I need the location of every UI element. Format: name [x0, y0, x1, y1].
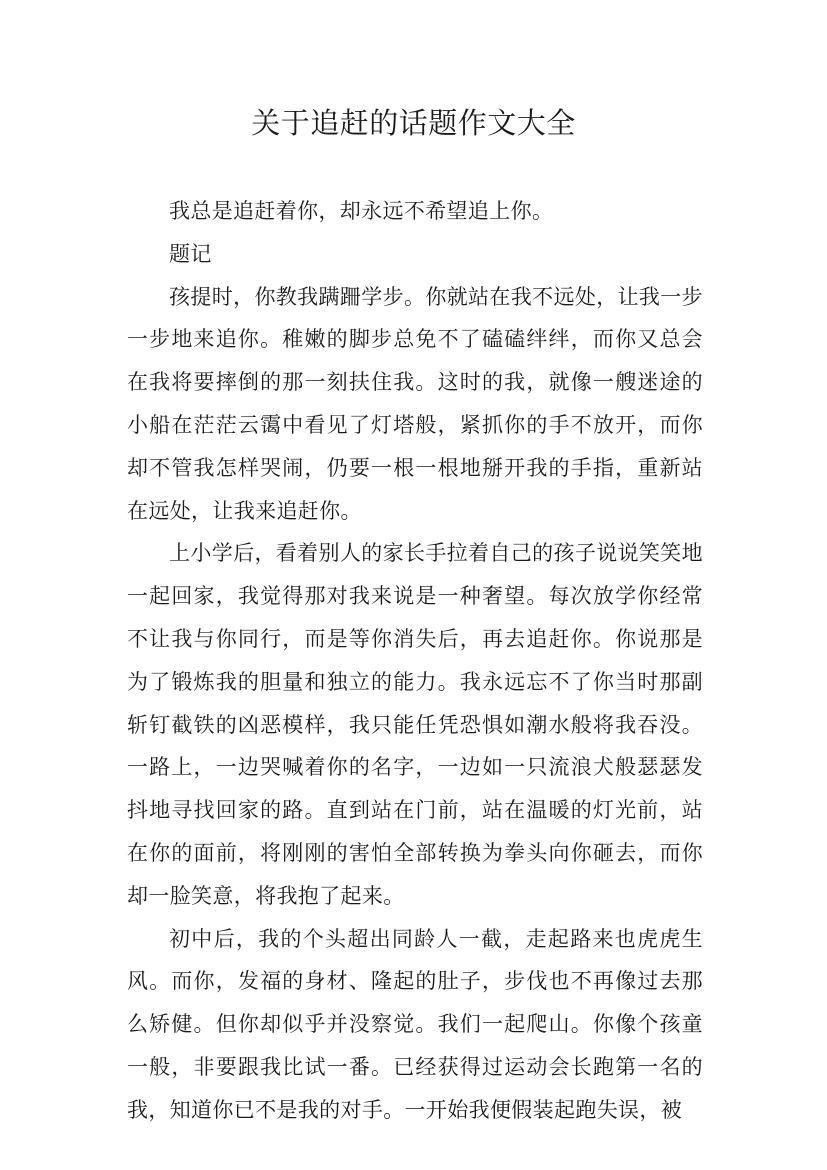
paragraph-childhood: 孩提时，你教我蹒跚学步。你就站在我不远处，让我一步一步地来追你。稚嫩的脚步总免不了磕磕绊绊，而你又总会在我将要摔倒的那一刻扶住我。这时的我，就像一艘迷途的小船在茫茫云霭中看见了灯塔般，紧抓你的手不放开，而你却不管我怎样哭闹，仍要一根一根地掰开我的手指，重新站在远处，让我来追赶你。 [127, 284, 703, 523]
paragraph-primary-school: 上小学后，看着别人的家长手拉着自己的孩子说说笑笑地一起回家，我觉得那对我来说是一种奢望。每次放学你经常不让我与你同行，而是等你消失后，再去追赶你。你说那是为了锻炼我的胆量和独立的能力。我永远忘不了你当时那副斩钉截铁的凶恶模样，我只能任凭恐惧如潮水般将我吞没。一路上，一边哭喊着你的名字，一边如一只流浪犬般瑟瑟发抖地寻找回家的路。直到站在门前，站在温暖的灯光前，站在你的面前，将刚刚的害怕全部转换为拳头向你砸去，而你却一脸笑意，将我抱了起来。 [127, 541, 703, 908]
paragraph-middle-school: 初中后，我的个头超出同龄人一截，走起路来也虎虎生风。而你，发福的身材、隆起的肚子，步伐也不再像过去那么矫健。但你却似乎并没察觉。我们一起爬山。你像个孩童一般，非要跟我比试一番。已经获得过运动会长跑第一名的我，知道你已不是我的对手。一开始我便假装起跑失误，被 [127, 926, 703, 1122]
document-title: 关于追赶的话题作文大全 [251, 106, 576, 140]
document-body [127, 190, 703, 1132]
paragraph-epigraph-note: 题记 [169, 241, 212, 266]
paragraph-epigraph: 我总是追赶着你，却永远不希望追上你。 [169, 199, 554, 223]
